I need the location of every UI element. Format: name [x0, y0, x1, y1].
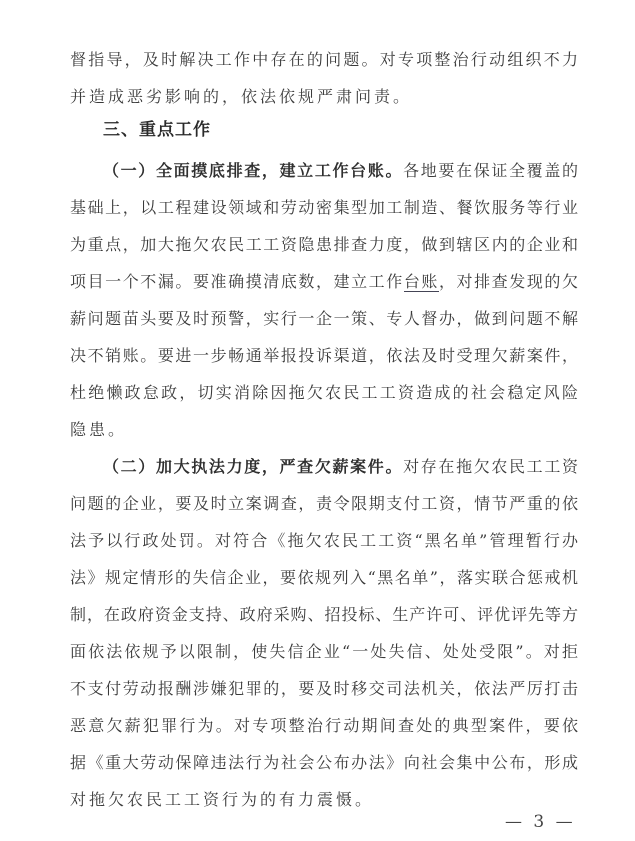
body-text: 各地要在保证全覆盖的 — [403, 161, 578, 180]
body-line: 薪问题苗头要及时预警，实行一企一策、专人督办，做到问题不解 — [70, 309, 578, 328]
body-line: 隐患。 — [70, 420, 128, 439]
body-line: 不支付劳动报酬涉嫌犯罪的，要及时移交司法机关，依法严厉打击 — [70, 679, 578, 698]
body-line: 法予以行政处罚。对符合《拖欠农民工工资“黑名单”管理暂行办 — [70, 531, 578, 550]
body-text: 对存在拖欠农民工工资 — [403, 457, 578, 476]
paragraph-first-line — [103, 159, 578, 183]
body-line: 为重点，加大拖欠农民工工资隐患排查力度，做到辖区内的企业和 — [70, 235, 578, 254]
paragraph-first-line — [103, 455, 578, 479]
paragraph-lead: （二）加大执法力度，严查欠薪案件。 — [103, 457, 404, 476]
body-line: 决不销账。要进一步畅通举报投诉渠道，依法及时受理欠薪案件， — [70, 346, 578, 365]
body-line: 杜绝懒政怠政，切实消除因拖欠农民工工资造成的社会稳定风险 — [70, 383, 578, 402]
body-line: 基础上，以工程建设领域和劳动密集型加工制造、餐饮服务等行业 — [70, 198, 578, 217]
body-line — [70, 270, 578, 294]
body-line: 面依法依规予以限制，使失信企业“一处失信、处处受限”。对拒 — [70, 642, 578, 661]
body-line: 对拖欠农民工工资行为的有力震慑。 — [70, 790, 375, 809]
body-line: 法》规定情形的失信企业，要依规列入“黑名单”，落实联合惩戒机 — [70, 568, 578, 587]
body-text: 项目一个不漏。要准确摸清底数，建立工作 — [70, 272, 404, 291]
body-text: ，对排查发现的欠 — [438, 272, 578, 291]
body-line: 据《重大劳动保障违法行为社会公布办法》向社会集中公布，形成 — [70, 753, 578, 772]
page-number: — 3 — — [505, 812, 576, 832]
body-line: 并造成恶劣影响的，依法依规严肃问责。 — [70, 87, 413, 106]
handwritten-underline-mark: 台账 — [403, 272, 439, 291]
body-line: 督指导，及时解决工作中存在的问题。对专项整治行动组织不力 — [70, 50, 578, 69]
paragraph-lead: （一）全面摸底排查，建立工作台账。 — [103, 161, 404, 180]
body-line: 制，在政府资金支持、政府采购、招投标、生产许可、评优评先等方 — [70, 605, 578, 624]
section-heading: 三、重点工作 — [103, 120, 211, 140]
body-line: 恶意欠薪犯罪行为。对专项整治行动期间查处的典型案件，要依 — [70, 716, 578, 735]
body-line: 问题的企业，要及时立案调查，责令限期支付工资，情节严重的依 — [70, 494, 578, 513]
